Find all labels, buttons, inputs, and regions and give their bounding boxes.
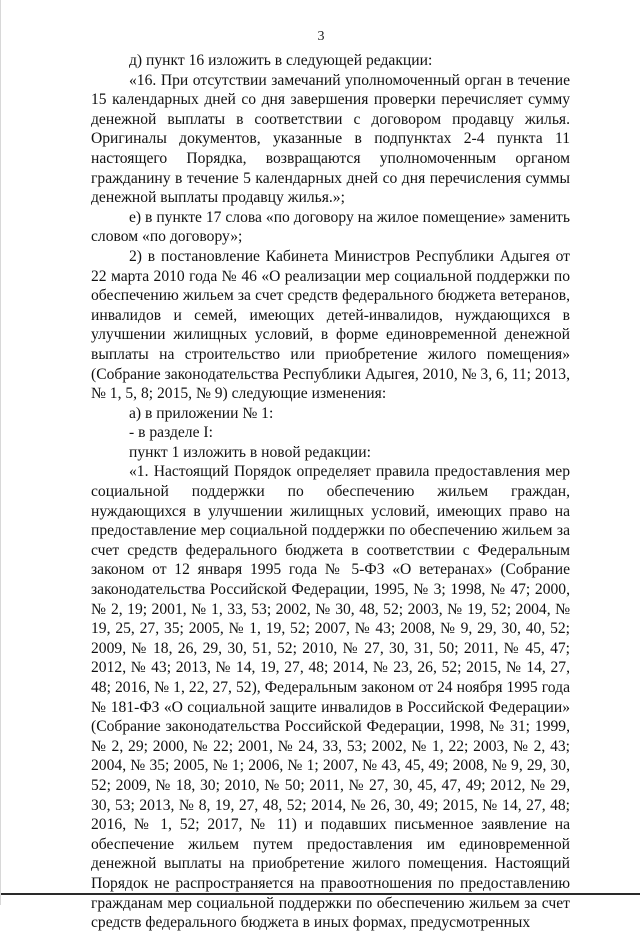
paragraph-item-e: е) в пункте 17 слова «по договору на жилое помещение» заменить словом «по договору»; <box>91 208 570 246</box>
paragraph-subitem-a: а) в приложении № 1: <box>129 404 274 422</box>
page-bottom-edge <box>1 893 640 895</box>
paragraph-clause-1: «1. Настоящий Порядок определяет правила предоставления мер социальной поддержки по обеспечению жильем граждан, нуждающихся в улучшении жилищных условий, имеющих право на предоставление мер социальной поддержки по обеспечению жильем за счет средств федерального бюджета в соответствии с Федеральным законом от 12 января 1995 года № 5-ФЗ «О ветеранах» (Собрание законодательства Российской Федерации, 1995, № 3; 1998, № 47; 2000, № 2, 19; 2001, № 1, 33, 53; 2002, № 30, 48, 52; 2003, № 19, 52; 2004, № 19, 25, 27, 35; 2005, № 1, 19, 52; 2007, № 43; 2008, № 9, 29, 30, 40, 52; 2009, № 18, 26, 29, 30, 51, 52; 2010, № 27, 30, 31, 50; 2011, № 45, 47; 2012, № 43; 2013, № 14, 19, 27, 48; 2014, № 23, 26, 52; 2015, № 14, 27, 48; 2016, № 1, 22, 27, 52), Федеральным законом от 24 ноября 1995 года № 181-ФЗ «О социальной защите инвалидов в Российской Федерации» (Собрание законодательства Российской Федерации, 1998, № 31; 1999, № 2, 29; 2000, № 22; 2001, № 24, 33, 53; 2002, № 1, 22; 2003, № 2, 43; 2004, № 35; 2005, № 1; 2006, № 1; 2007, № 43, 45, 49; 2008, № 9, 29, 30, 52; 2009, № 18, 30; 2010, № 50; 2011, № 27, 30, 45, 47, 49; 2012, № 29, 30, 53; 2013, № 8, 19, 27, 48, 52; 2014, № 26, 30, 49; 2015, № 14, 27, 48; 2016, № 1, 52; 2017, № 11) и подавших письменное заявление на обеспечение жильем путем предоставления им единовременной денежной выплаты на приобретение жилого помещения. Настоящий Порядок не распространяется на правоотношения по предоставлению гражданам мер социальной поддержки по обеспечению жильем за счет средств федерального бюджета в иных формах, предусмотренных <box>91 463 570 932</box>
document-body <box>91 51 570 933</box>
page-number: 3 <box>317 29 325 44</box>
paragraph-item-2: 2) в постановление Кабинета Министров Республики Адыгея от 22 марта 2010 года № 46 «О реализации мер социальной поддержки по обеспечению жильем за счет средств федерального бюджета ветеранов, инвалидов и семей, имеющих детей-инвалидов, нуждающихся в улучшении жилищных условий, в форме единовременной денежной выплаты на строительство или приобретение жилого помещения» (Собрание законодательства Республики Адыгея, 2010, № 3, 6, 11; 2013, № 1, 5, 8; 2015, № 9) следующие изменения: <box>91 247 570 403</box>
paragraph-clause-16: «16. При отсутствии замечаний уполномоченный орган в течение 15 календарных дней со дня завершения проверки перечисляет сумму денежной выплаты в соответствии с договором продавцу жилья. Оригиналы документов, указанные в подпунктах 2-4 пункта 11 настоящего Порядка, возвращаются уполномоченным органом гражданину в течение 5 календарных дней со дня перечисления суммы денежной выплаты продавцу жилья.»; <box>91 71 570 207</box>
paragraph-section-1: - в разделе I: <box>129 424 213 442</box>
paragraph-item-d: д) пункт 16 изложить в следующей редакции: <box>129 52 433 69</box>
paragraph-point-1-heading: пункт 1 изложить в новой редакции: <box>129 443 371 461</box>
